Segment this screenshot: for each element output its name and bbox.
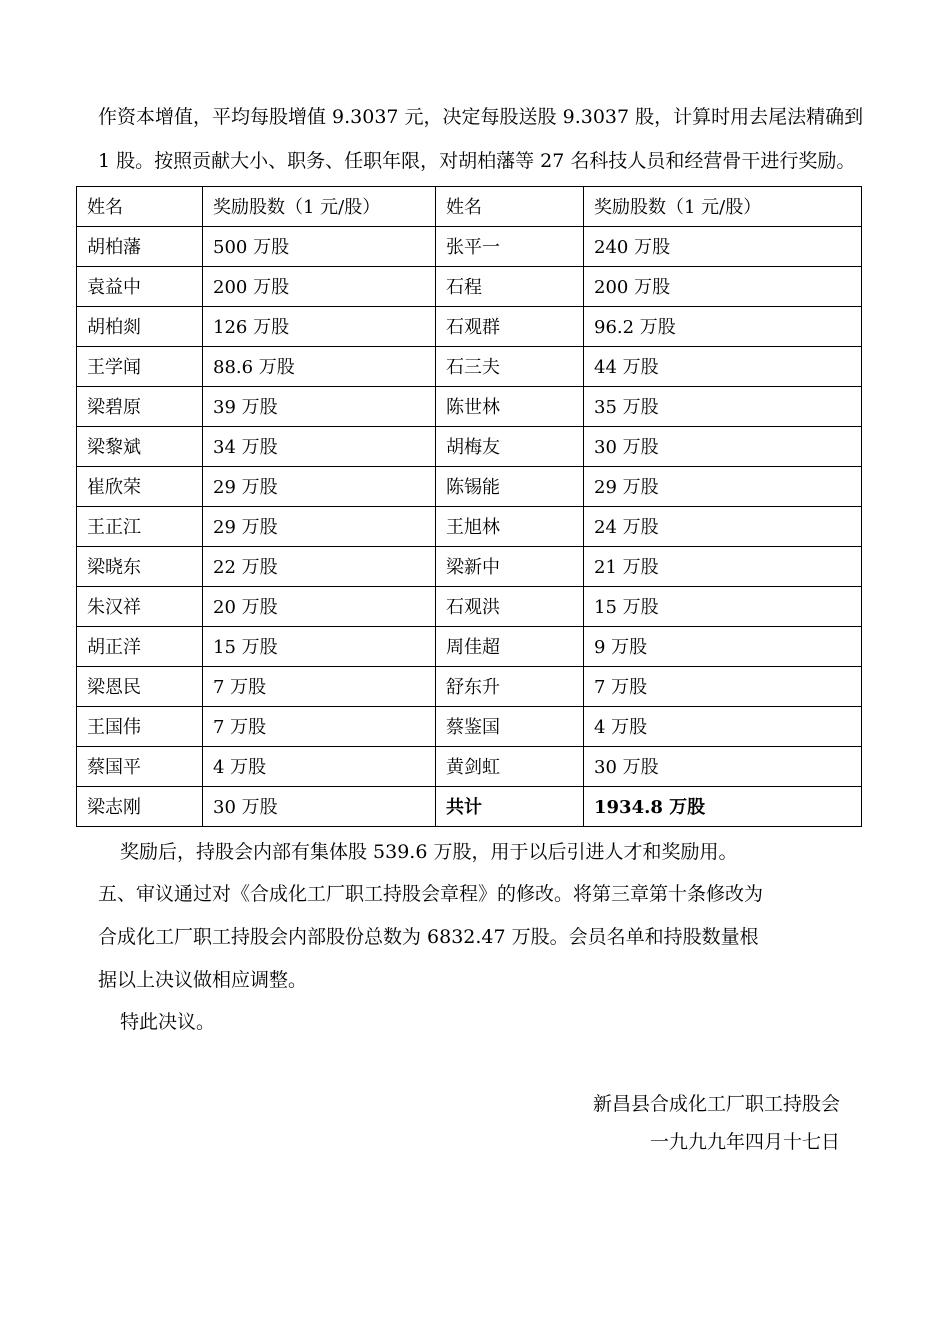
- signature-organization: 新昌县合成化工厂职工持股会: [592, 1093, 840, 1115]
- table-row: [77, 667, 862, 707]
- table-row: [77, 627, 862, 667]
- cell-name: 王正江: [77, 507, 203, 547]
- cell-name: 王学闻: [77, 347, 203, 387]
- cell-name: 陈世林: [436, 387, 584, 427]
- table-row: [77, 707, 862, 747]
- cell-shares: 35 万股: [584, 387, 862, 427]
- cell-shares: 88.6 万股: [203, 347, 436, 387]
- cell-shares: 15 万股: [203, 627, 436, 667]
- cell-shares: 22 万股: [203, 547, 436, 587]
- cell-shares: 15 万股: [584, 587, 862, 627]
- header-name-right: 姓名: [436, 187, 584, 227]
- paragraph-intro-line1: 作资本增值，平均每股增值 9.3037 元，决定每股送股 9.3037 股，计算时用去尾法精确到: [98, 106, 864, 128]
- cell-name: 王国伟: [77, 707, 203, 747]
- cell-shares: 240 万股: [584, 227, 862, 267]
- header-shares-right: 奖励股数（1 元/股）: [584, 187, 862, 227]
- paragraph-closing: 特此决议。: [120, 1011, 216, 1033]
- cell-name: 崔欣荣: [77, 467, 203, 507]
- cell-name: 石观群: [436, 307, 584, 347]
- total-value: 1934.8 万股: [584, 787, 862, 827]
- award-table-body: [77, 187, 862, 827]
- cell-name: 胡柏剡: [77, 307, 203, 347]
- cell-name: 石观洪: [436, 587, 584, 627]
- table-row: [77, 747, 862, 787]
- cell-shares: 200 万股: [203, 267, 436, 307]
- cell-name: 朱汉祥: [77, 587, 203, 627]
- cell-shares: 200 万股: [584, 267, 862, 307]
- cell-shares: 29 万股: [584, 467, 862, 507]
- cell-name: 梁碧原: [77, 387, 203, 427]
- paragraph-item-five-line2: 合成化工厂职工持股会内部股份总数为 6832.47 万股。会员名单和持股数量根: [98, 926, 759, 948]
- signature-date: 一九九九年四月十七日: [649, 1131, 840, 1153]
- cell-name: 梁新中: [436, 547, 584, 587]
- cell-shares: 30 万股: [203, 787, 436, 827]
- cell-shares: 29 万股: [203, 467, 436, 507]
- cell-shares: 20 万股: [203, 587, 436, 627]
- table-row: [77, 307, 862, 347]
- cell-name: 蔡鉴国: [436, 707, 584, 747]
- cell-name: 石程: [436, 267, 584, 307]
- cell-shares: 126 万股: [203, 307, 436, 347]
- cell-name: 舒东升: [436, 667, 584, 707]
- cell-shares: 34 万股: [203, 427, 436, 467]
- cell-name: 梁晓东: [77, 547, 203, 587]
- cell-shares: 29 万股: [203, 507, 436, 547]
- cell-name: 梁黎斌: [77, 427, 203, 467]
- paragraph-intro-line2: 1 股。按照贡献大小、职务、任职年限，对胡柏藩等 27 名科技人员和经营骨干进行奖励。: [98, 150, 856, 172]
- table-header-row: [77, 187, 862, 227]
- cell-shares: 9 万股: [584, 627, 862, 667]
- table-row: [77, 347, 862, 387]
- table-row: [77, 387, 862, 427]
- table-row: [77, 467, 862, 507]
- cell-shares: 30 万股: [584, 747, 862, 787]
- cell-shares: 7 万股: [203, 667, 436, 707]
- cell-shares: 44 万股: [584, 347, 862, 387]
- table-row: [77, 547, 862, 587]
- table-total-row: [77, 787, 862, 827]
- paragraph-item-five-line1: 五、审议通过对《合成化工厂职工持股会章程》的修改。将第三章第十条修改为: [98, 883, 764, 905]
- cell-name: 梁恩民: [77, 667, 203, 707]
- table-row: [77, 587, 862, 627]
- cell-name: 石三夫: [436, 347, 584, 387]
- cell-name: 胡正洋: [77, 627, 203, 667]
- cell-name: 袁益中: [77, 267, 203, 307]
- cell-shares: 39 万股: [203, 387, 436, 427]
- cell-name: 梁志刚: [77, 787, 203, 827]
- cell-shares: 4 万股: [203, 747, 436, 787]
- cell-name: 周佳超: [436, 627, 584, 667]
- cell-name: 胡柏藩: [77, 227, 203, 267]
- cell-name: 陈锡能: [436, 467, 584, 507]
- cell-shares: 30 万股: [584, 427, 862, 467]
- header-name-left: 姓名: [77, 187, 203, 227]
- paragraph-after-award: 奖励后，持股会内部有集体股 539.6 万股，用于以后引进人才和奖励用。: [120, 841, 738, 863]
- table-row: [77, 507, 862, 547]
- total-label: 共计: [436, 787, 584, 827]
- cell-name: 张平一: [436, 227, 584, 267]
- cell-shares: 96.2 万股: [584, 307, 862, 347]
- cell-name: 胡梅友: [436, 427, 584, 467]
- cell-name: 蔡国平: [77, 747, 203, 787]
- paragraph-item-five-line3: 据以上决议做相应调整。: [98, 969, 308, 991]
- cell-shares: 7 万股: [203, 707, 436, 747]
- cell-shares: 24 万股: [584, 507, 862, 547]
- cell-name: 黄剑虹: [436, 747, 584, 787]
- table-row: [77, 267, 862, 307]
- table-row: [77, 227, 862, 267]
- cell-shares: 4 万股: [584, 707, 862, 747]
- table-row: [77, 427, 862, 467]
- header-shares-left: 奖励股数（1 元/股）: [203, 187, 436, 227]
- cell-name: 王旭林: [436, 507, 584, 547]
- cell-shares: 500 万股: [203, 227, 436, 267]
- cell-shares: 7 万股: [584, 667, 862, 707]
- award-shares-table: [76, 186, 862, 827]
- cell-shares: 21 万股: [584, 547, 862, 587]
